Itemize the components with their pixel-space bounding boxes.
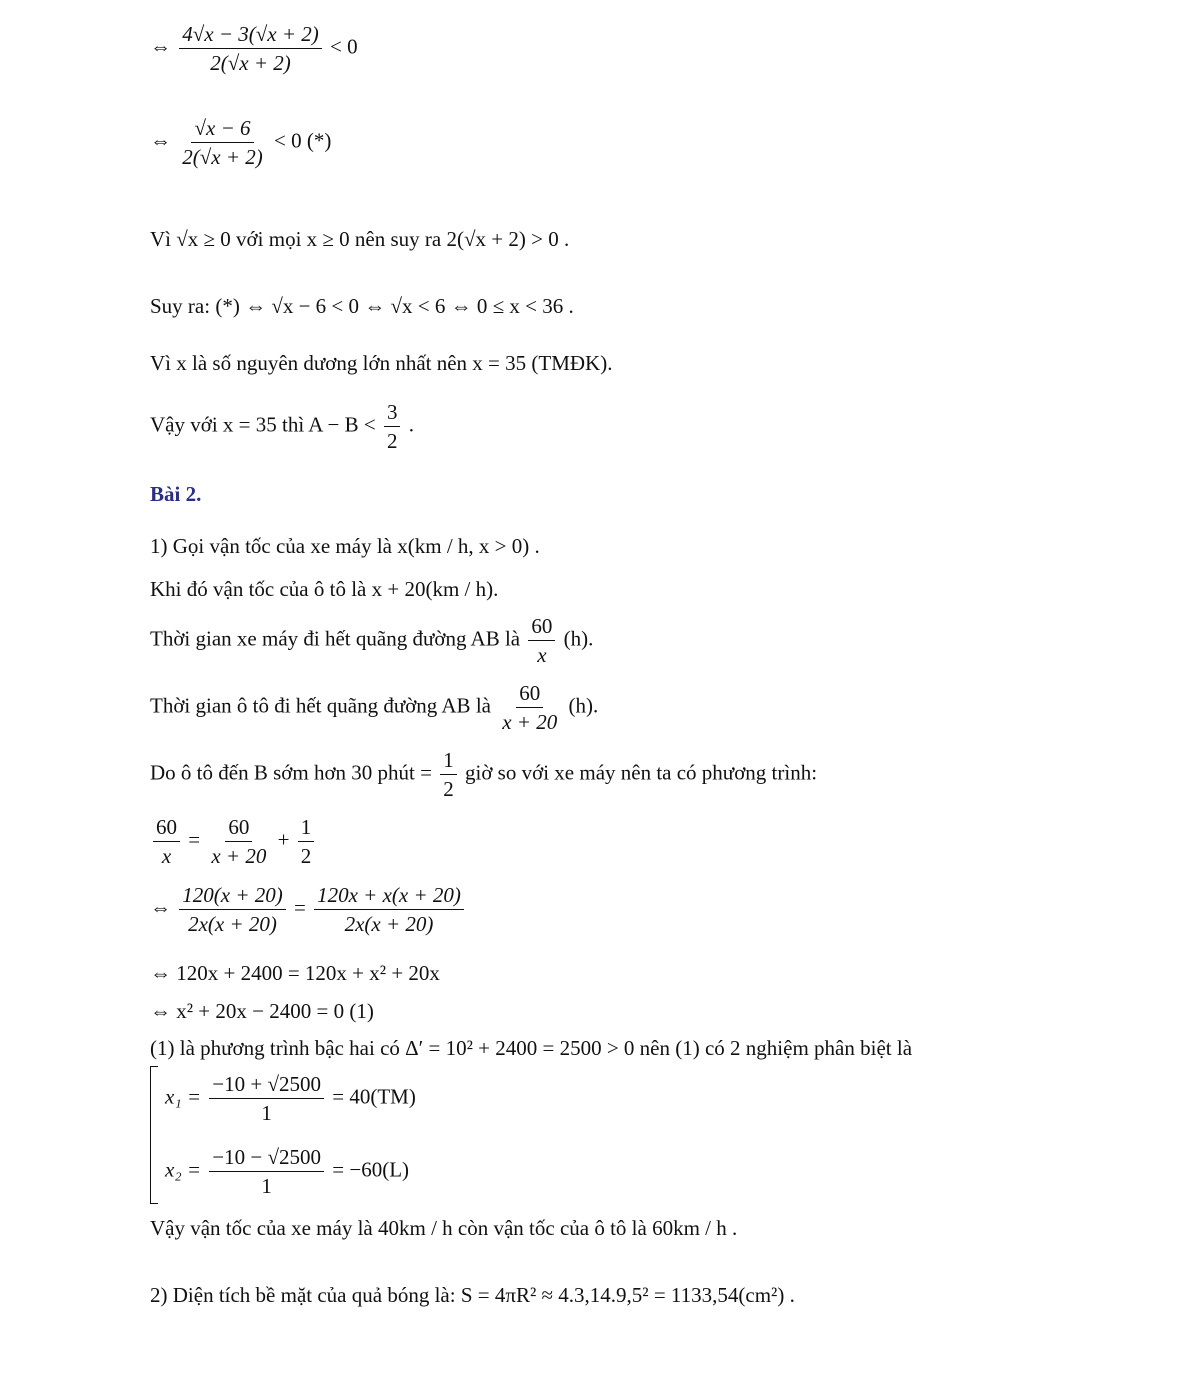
- equiv-symbol: ⇔: [150, 895, 171, 920]
- paragraph-q5: [150, 748, 817, 801]
- equation-step-4: ⇔ x² + 20x − 2400 = 0 (1): [150, 999, 374, 1023]
- fraction: [179, 116, 266, 169]
- fraction: [179, 883, 285, 936]
- q3-text: Thời gian xe máy đi hết quãng đường AB là: [150, 626, 521, 651]
- fraction-denominator: 2x(x + 20): [344, 912, 434, 936]
- solution-x2: [165, 1145, 409, 1198]
- unit: (h).: [568, 693, 599, 718]
- equals-sign: =: [188, 827, 201, 852]
- fraction-numerator: 60: [528, 614, 555, 641]
- plus-sign: +: [277, 827, 290, 852]
- fraction-denominator: 2: [386, 429, 398, 453]
- fraction-numerator: 60: [153, 815, 180, 842]
- paragraph-discriminant: (1) là phương trình bậc hai có Δ′ = 10² + 2400 = 2500 > 0 nên (1) có 2 nghiệm phân biệt là: [150, 1036, 913, 1060]
- fraction-numerator: 1: [440, 748, 457, 775]
- fraction: [179, 22, 322, 75]
- equation-step-3: ⇔ 120x + 2400 = 120x + x² + 20x: [150, 961, 440, 985]
- fraction-numerator: 60: [225, 815, 252, 842]
- fraction: [298, 815, 315, 868]
- equation-main: [150, 815, 317, 868]
- section-heading: Bài 2.: [150, 482, 202, 506]
- paragraph-reasoning-1: Vì √x ≥ 0 với mọi x ≥ 0 nên suy ra 2(√x + 2) > 0 .: [150, 227, 570, 251]
- fraction-denominator: 2x(x + 20): [188, 912, 277, 936]
- fraction-denominator: x: [537, 643, 547, 667]
- fraction-denominator: 1: [261, 1101, 272, 1125]
- equals-sign: =: [293, 895, 306, 920]
- solution-lhs: x₂ =: [165, 1157, 202, 1182]
- fraction: [153, 815, 180, 868]
- inequality-rhs: < 0: [330, 34, 358, 59]
- fraction: [528, 614, 555, 667]
- fraction-denominator: x + 20: [502, 710, 558, 734]
- fraction-denominator: 1: [261, 1174, 272, 1198]
- fraction: [209, 1072, 324, 1125]
- paragraph-conclusion-2: Vậy vận tốc của xe máy là 40km / h còn vận tốc của ô tô là 60km / h .: [150, 1216, 738, 1240]
- paragraph-q4: [150, 681, 598, 734]
- fraction: [209, 1145, 324, 1198]
- inequality-rhs: < 0 (*): [274, 128, 332, 153]
- paragraph-reasoning-2: Suy ra: (*) ⇔ √x − 6 < 0 ⇔ √x < 6 ⇔ 0 ≤ x < 36 .: [150, 294, 574, 318]
- fraction-numerator: 3: [384, 400, 401, 427]
- fraction-denominator: 2: [300, 844, 312, 868]
- fraction-numerator: 120x + x(x + 20): [314, 883, 464, 910]
- solution-rhs: = 40(TM): [332, 1084, 416, 1109]
- fraction: [314, 883, 464, 936]
- period: .: [408, 412, 414, 437]
- paragraph-part-2: 2) Diện tích bề mặt của quả bóng là: S = 4πR² ≈ 4.3,14.9,5² = 1133,54(cm²) .: [150, 1283, 795, 1307]
- fraction-denominator: x: [161, 844, 172, 868]
- equiv-symbol: ⇔: [150, 34, 171, 59]
- solution-x1: [165, 1072, 416, 1125]
- fraction-denominator: 2(√x + 2): [182, 145, 263, 169]
- fraction: [384, 400, 401, 453]
- fraction-numerator: −10 + √2500: [209, 1072, 324, 1099]
- fraction-denominator: x + 20: [211, 844, 267, 868]
- fraction: [440, 748, 457, 801]
- paragraph-q3: [150, 614, 593, 667]
- q5-text-end: giờ so với xe máy nên ta có phương trình:: [464, 760, 818, 785]
- solution-lhs: x₁ =: [165, 1084, 202, 1109]
- fraction-numerator: √x − 6: [191, 116, 253, 143]
- fraction-numerator: 1: [298, 815, 315, 842]
- fraction-numerator: −10 − √2500: [209, 1145, 324, 1172]
- paragraph-conclusion-1: [150, 400, 414, 453]
- unit: (h).: [563, 626, 594, 651]
- conclusion-text: Vậy với x = 35 thì A − B <: [150, 412, 376, 437]
- fraction-numerator: 120(x + 20): [179, 883, 285, 910]
- equation-line-1: [150, 22, 358, 75]
- q5-text: Do ô tô đến B sớm hơn 30 phút =: [150, 760, 432, 785]
- equation-line-2: [150, 116, 331, 169]
- fraction-denominator: 2: [443, 777, 454, 801]
- equiv-symbol: ⇔: [150, 128, 171, 153]
- fraction: [208, 815, 269, 868]
- fraction-numerator: 4√x − 3(√x + 2): [179, 22, 322, 49]
- paragraph-q1: 1) Gọi vận tốc của xe máy là x(km / h, x > 0) .: [150, 534, 540, 558]
- q4-text: Thời gian ô tô đi hết quãng đường AB là: [150, 693, 491, 718]
- fraction-numerator: 60: [516, 681, 543, 708]
- fraction: [499, 681, 560, 734]
- paragraph-q2: Khi đó vận tốc của ô tô là x + 20(km / h).: [150, 577, 499, 601]
- solution-bracket: [150, 1066, 158, 1204]
- solution-rhs: = −60(L): [332, 1157, 410, 1182]
- fraction-denominator: 2(√x + 2): [210, 51, 291, 75]
- equation-step-2: [150, 883, 467, 936]
- paragraph-reasoning-3: Vì x là số nguyên dương lớn nhất nên x = 35 (TMĐK).: [150, 351, 613, 375]
